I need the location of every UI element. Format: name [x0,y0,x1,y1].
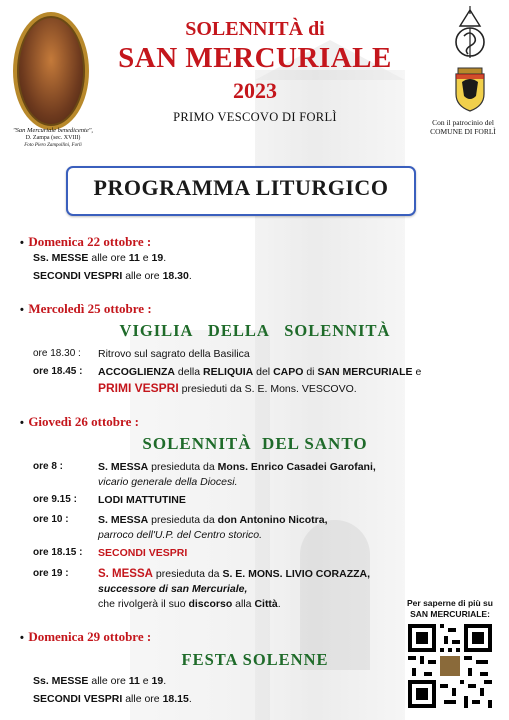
title-year: 2023 [233,78,277,103]
schedule-subtext: successore di san Mercuriale, [98,583,248,595]
day-label: Domenica 22 ottobre : [28,234,152,249]
subtitle: PRIMO VESCOVO DI FORLÌ [173,110,337,124]
schedule-text: Ritrovo sul sagrato della Basilica [98,348,250,360]
schedule-text: SECONDI VESPRI [98,547,188,559]
bullet-icon: • [20,417,24,429]
title-line-1: SOLENNITÀ di [185,18,325,40]
portrait-caption-author: D. Zampa (sec. XVIII) [25,135,81,141]
patronage-line-1: Con il patrocinio del [432,118,494,127]
day-item [20,413,139,431]
day-label: Mercoledì 25 ottobre : [28,301,152,316]
day-label: Giovedì 26 ottobre : [28,414,139,429]
portrait-caption-photo: Foto Piero Zampollini, Forlì [24,143,82,148]
qr-code-image[interactable] [408,624,492,708]
schedule-text: S. MESSA presieduta da Mons. Enrico Casadei Garofani, [98,461,376,473]
schedule-time: ore 18.45 : [33,366,83,377]
schedule-subtext: parroco dell'U.P. del Centro storico. [98,529,263,541]
schedule-text: PRIMI VESPRI presieduti da S. E. Mons. VESCOVO. [98,381,357,395]
schedule-time: ore 9.15 : [33,494,77,505]
bullet-icon: • [20,237,24,249]
day-heading: FESTA SOLENNE [181,650,329,669]
patronage-line-2: COMUNE DI FORLÌ [430,127,496,136]
portrait-caption-title: "San Mercuriale benedicente", [12,127,94,134]
bullet-icon: • [20,632,24,644]
qr-caption-2: SAN MERCURIALE: [410,609,490,619]
bullet-icon: • [20,304,24,316]
schedule-line: Ss. MESSE alle ore 11 e 19. [33,252,167,264]
schedule-line: ore 18.30 : [33,348,81,359]
schedule-time: ore 10 : [33,514,69,525]
diocese-emblem-icon [452,6,488,64]
schedule-text: ACCOGLIENZA della RELIQUIA del CAPO di SAN MERCURIALE e [98,366,422,378]
day-label: Domenica 29 ottobre : [28,629,152,644]
program-title: PROGRAMMA LITURGICO [93,175,389,200]
schedule-time: ore 19 : [33,568,69,579]
day-heading: SOLENNITÀ DEL SANTO [142,434,368,453]
schedule-subtext: che rivolgerà il suo discorso alla Città. [98,598,281,610]
schedule-time: ore 8 : [33,461,64,472]
day-heading: VIGILIA DELLA SOLENNITÀ [119,321,391,340]
title-line-2: SAN MERCURIALE [118,42,392,74]
schedule-time: ore 18.15 : [33,547,83,558]
schedule-line: SECONDI VESPRI alle ore 18.30. [33,270,192,282]
saint-portrait-image [13,12,89,130]
day-item [20,300,152,318]
city-crest-icon [452,66,488,112]
schedule-text: S. MESSA presieduta da S. E. MONS. LIVIO CORAZZA, [98,568,371,580]
schedule-line: Ss. MESSE alle ore 11 e 19. [33,675,167,687]
qr-caption-1: Per saperne di più su [407,598,493,608]
schedule-text: S. MESSA presieduta da don Antonino Nicotra, [98,514,328,526]
schedule-subtext: vicario generale della Diocesi. [98,476,238,488]
schedule-line: SECONDI VESPRI alle ore 18.15. [33,693,192,705]
day-item [20,628,151,646]
schedule-text: LODI MATTUTINE [98,494,186,506]
day-item [20,233,151,251]
